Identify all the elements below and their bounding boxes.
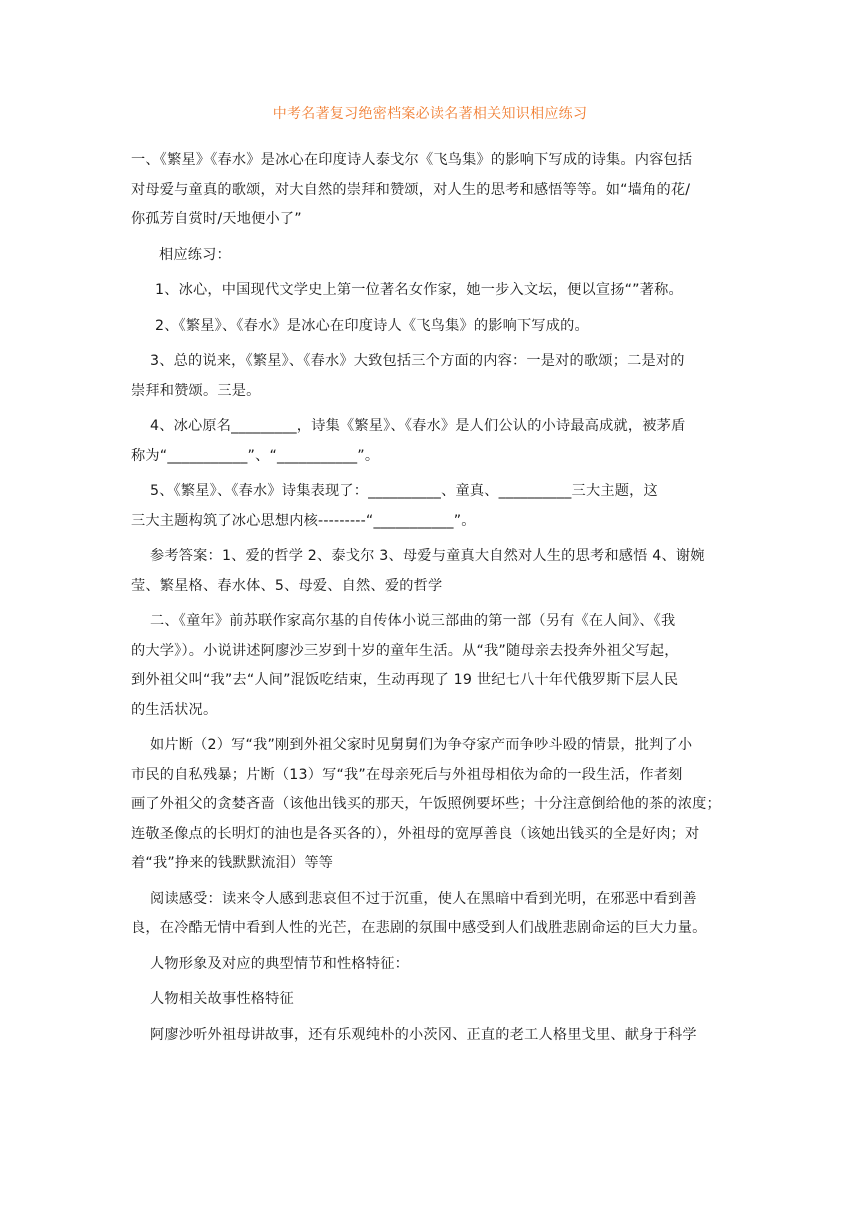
text-line: 4、冰心原名_________，诗集《繁星》、《春水》是人们公认的小诗最高成就，被茅盾: [150, 418, 686, 434]
text-line: 阅读感受：读来令人感到悲哀但不过于沉重，使人在黑暗中看到光明，在邪恶中看到善: [150, 890, 697, 907]
text-line: 称为“___________”、“___________”。: [131, 447, 380, 464]
text-line: 参考答案：1、爱的哲学 2、泰戈尔 3、母爱与童真大自然对人生的思考和感悟 4、谢婉: [150, 548, 705, 564]
text-line: 如片断（2）写“我”刚到外祖父家时见舅舅们为争夺家产而争吵斗殴的情景，批判了小: [150, 737, 693, 753]
text-line: 画了外祖父的贪婪吝啬（该他出钱买的那天，午饭照例要坏些；十分注意倒给他的茶的浓度；: [131, 796, 721, 812]
text-line: 2、《繁星》、《春水》是冰心在印度诗人《飞鸟集》的影响下写成的。: [155, 317, 589, 334]
text-line: 崇拜和赞颂。三是。: [131, 382, 261, 399]
text-line: 你孤芳自赏时/天地便小了”: [131, 211, 302, 227]
text-line: 人物形象及对应的典型情节和性格特征：: [150, 955, 409, 972]
text-line: 连敬圣像点的长明灯的油也是各买各的），外祖母的宽厚善良（该她出钱买的全是好肉；对: [131, 825, 700, 842]
text-line: 二、《童年》前苏联作家高尔基的自传体小说三部曲的第一部（另有《在人间》、《我: [150, 613, 676, 629]
text-line: 市民的自私残暴；片断（13）写“我”在母亲死后与外祖母相依为命的一段生活，作者刻: [131, 766, 683, 783]
text-line: 3、总的说来，《繁星》、《春水》大致包括三个方面的内容：一是对的歌颂；二是对的: [150, 353, 685, 369]
document-body: [131, 146, 731, 1050]
text-line: 1、冰心，中国现代文学史上第一位著名女作家，她一步入文坛，便以宣扬“”著称。: [155, 282, 683, 298]
document-title: 中考名著复习绝密档案必读名著相关知识相应练习: [272, 106, 588, 122]
text-line: 阿廖沙听外祖母讲故事，还有乐观纯朴的小茨冈、正直的老工人格里戈里、献身于科学: [150, 1026, 697, 1043]
text-line: 一、《繁星》《春水》是冰心在印度诗人泰戈尔《飞鸟集》的影响下写成的诗集。内容包括: [131, 152, 693, 168]
text-line: 三大主题构筑了冰心思想内核---------“___________”。: [131, 512, 476, 529]
text-line: 对母爱与童真的歌颂，对大自然的崇拜和赞颂，对人生的思考和感悟等等。如“墙角的花/: [131, 181, 691, 198]
text-line: 相应练习：: [159, 246, 231, 263]
text-line: 的生活状况。: [131, 701, 218, 718]
text-line: 人物相关故事性格特征: [150, 991, 294, 1007]
text-line: 着“我”挣来的钱默默流泪）等等: [131, 855, 334, 871]
text-line: 到外祖父叫“我”去“人间”混饭吃结束，生动再现了 19 世纪七八十年代俄罗斯下层人民: [131, 672, 679, 688]
text-line: 莹、繁星格、春水体、5、母爱、自然、爱的哲学: [131, 577, 443, 594]
text-line: 良，在冷酷无情中看到人性的光芒，在悲剧的氛围中感受到人们战胜悲剧命运的巨大力量。: [131, 920, 707, 936]
text-line: 的大学》）。小说讲述阿廖沙三岁到十岁的童年生活。从“我”随母亲去投奔外祖父写起，: [131, 642, 679, 659]
text-line: 5、《繁星》、《春水》诗集表现了：__________、童真、__________三大主题，这: [150, 483, 658, 499]
